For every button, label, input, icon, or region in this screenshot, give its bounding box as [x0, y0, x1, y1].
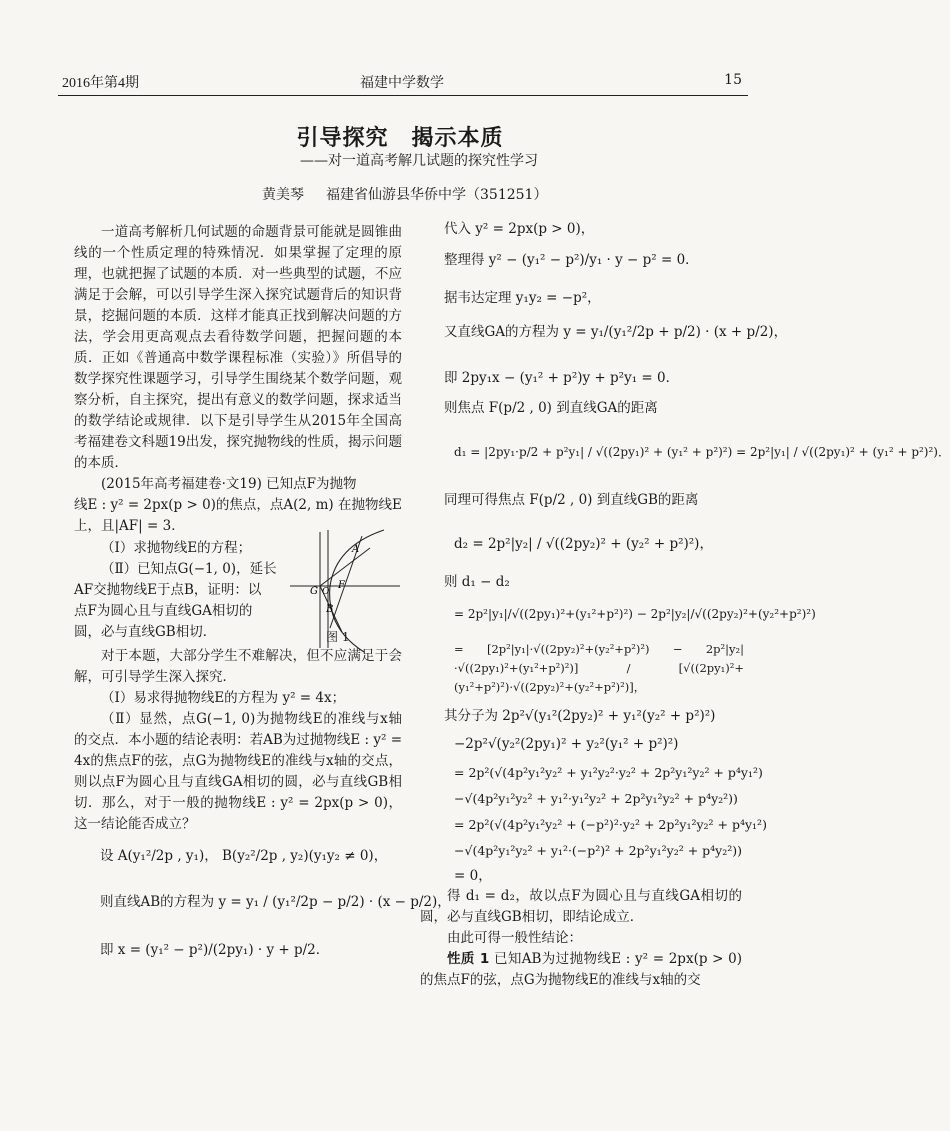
r-vieta: 据韦达定理 y₁y₂ = −p²， — [444, 290, 601, 306]
left-column-discussion — [74, 646, 402, 835]
label-f: F — [338, 580, 345, 591]
answer-1: （Ⅰ）易求得抛物线E的方程为 y² = 4x； — [101, 690, 346, 706]
eq-line-ab: 则直线AB的方程为 y = y₁ / (y₁²/2p − p/2) · (x − p/2)， — [100, 894, 451, 910]
r-d2: d₂ = 2p²|y₂| / √((2py₂)² + (y₂² + p²)²)， — [454, 536, 713, 552]
r-general-intro: 由此可得一般性结论： — [447, 930, 582, 946]
label-o: O — [322, 587, 330, 597]
question-1: （Ⅰ）求抛物线E的方程； — [101, 540, 252, 556]
header-rule — [58, 95, 748, 96]
discussion-paragraph: 对于本题，大部分学生不难解决，但不应满足于会解，可引导学生深入探究． — [74, 648, 402, 685]
left-column-questions — [74, 538, 290, 643]
answer-2: （Ⅱ）显然，点G(−1, 0)为抛物线E的准线与x轴的交点．本小题的结论表明：若AB为过抛物线E : y² = 4x的焦点F的弦，点G为抛物线E的准线与x轴的交点，则以点F为圆心且与直线GA相切的圆，必与直线GB相切．那么，对于一般的抛物线E : y² = 2px(p > 0)，这一结论能否成立？ — [74, 711, 402, 832]
problem-line-1: (2015年高考福建卷·文19) 已知点F为抛物 — [101, 476, 357, 492]
r-substitute: 代入 y² = 2px(p > 0)， — [444, 221, 595, 237]
eq-set-points: 设 A(y₁²/2p , y₁)， B(y₂²/2p , y₂)(y₁y₂ ≠ 0)， — [100, 848, 388, 864]
journal-name: 福建中学数学 — [360, 75, 444, 91]
property-label: 性质 1 — [447, 951, 490, 967]
r-num-4: −√(4p²y₁²y₂² + y₁²·y₁²y₂² + 2p²y₁²y₂² + p⁴y₂²)) — [454, 791, 738, 806]
figure-caption: 图 1 — [326, 630, 350, 644]
left-column-intro — [74, 222, 402, 537]
page-number: 15 — [724, 72, 742, 88]
article-title: 引导探究 揭示本质 — [296, 126, 504, 151]
property-text: 已知AB为过抛物线E : y² = 2px(p > 0)的焦点F的弦，点G为抛物线E的准线与x轴的交 — [420, 951, 743, 988]
r-distance-gb: 同理可得焦点 F(p/2 , 0) 到直线GB的距离 — [444, 492, 699, 508]
label-b: B — [326, 604, 334, 615]
r-combined-fraction — [454, 640, 744, 697]
page-header — [62, 72, 742, 94]
intro-paragraph: 一道高考解析几何试题的命题背景可能就是圆锥曲线的一个性质定理的特殊情况．如果掌握了定理的原理，也就把握了试题的本质．对一些典型的试题，不应满足于会解，可以引导学生深入探究试题背后的知识背景，挖掘问题的本质．这样才能真正找到解决问题的方法，学会用更高观点去看待数学问题，把握问题的本质．正如《普通高中数学课程标准（实验）》所倡导的数学探究性课题学习，引导学生围绕某个数学问题，观察分析，自主探究，提出有意义的数学问题，探求适当的数学结论或规律．以下是引导学生从2015年全国高考福建卷文科题19出发，探究抛物线的性质，揭示问题的本质． — [74, 224, 402, 471]
r-line-ga-general: 即 2py₁x − (y₁² + p²)y + p²y₁ = 0． — [444, 370, 680, 386]
question-2-line-3: 点F为圆心且与直线GA相切的 — [74, 603, 253, 619]
issue-label: 2016年第4期 — [62, 76, 139, 91]
r-num-2: −2p²√(y₂²(2py₁)² + y₂²(y₁² + p²)²) — [454, 736, 679, 752]
r-combined-text: = [2p²|y₁|·√((2py₂)²+(y₂²+p²)²) − 2p²|y₂|·√((2py₁)²+(y₁²+p²)²)] / [√((2py₁)²+(y₁²+p²)²)·√((2py₂)²+(y₂²+p²)²)]， — [454, 642, 744, 694]
right-conclusion — [420, 886, 742, 991]
r-num-6: −√(4p²y₁²y₂² + y₁²·(−p²)² + 2p²y₁²y₂² + p⁴y₂²)) — [454, 843, 743, 858]
r-distance-intro: 则焦点 F(p/2 , 0) 到直线GA的距离 — [444, 400, 658, 416]
author-affiliation: 福建省仙游县华侨中学（351251） — [326, 187, 548, 203]
label-g: G — [310, 586, 318, 597]
article-subtitle: ——对一道高考解几试题的探究性学习 — [300, 153, 538, 169]
r-numerator: 其分子为 2p²√(y₁²(2py₂)² + y₁²(y₂² + p²)²) — [444, 708, 716, 724]
eq-x-form: 即 x = (y₁² − p²)/(2py₁) · y + p/2． — [100, 942, 330, 958]
question-2-line-4: 圆，必与直线GB相切． — [74, 624, 217, 640]
r-line-ga: 又直线GA的方程为 y = y₁/(y₁²/2p + p/2) · (x + p/2)， — [444, 324, 788, 340]
question-2-line-2: AF交抛物线E于点B，证明：以 — [74, 582, 262, 598]
author-name: 黄美琴 — [262, 187, 304, 203]
r-num-5: = 2p²(√(4p²y₁²y₂² + (−p²)²·y₂² + 2p²y₁²y₂² + p⁴y₁²) — [454, 817, 767, 832]
r-d1: d₁ = |2py₁·p/2 + p²y₁| / √((2py₁)² + (y₁² + p²)²) = 2p²|y₁| / √((2py₁)² + (y₁² + p²)²)． — [454, 445, 950, 459]
r-conclusion: 得 d₁ = d₂，故以点F为圆心且与直线GA相切的圆，必与直线GB相切，即结论成立． — [420, 888, 742, 925]
problem-line-3: 上，且|AF| = 3． — [74, 518, 185, 534]
r-property-1 — [420, 949, 742, 991]
r-zero: = 0， — [454, 868, 492, 884]
problem-line-2: 线E : y² = 2px(p > 0)的焦点，点A(2, m) 在抛物线E — [74, 497, 402, 513]
r-simplify: 整理得 y² − (y₁² − p²)/y₁ · y − p² = 0． — [444, 252, 699, 268]
author-line — [262, 184, 547, 204]
label-a: A — [352, 544, 360, 555]
r-num-3: = 2p²(√(4p²y₁²y₂² + y₁²y₂²·y₂² + 2p²y₁²y₂² + p⁴y₁²) — [454, 765, 763, 780]
r-diff-expanded: = 2p²|y₁|/√((2py₁)²+(y₁²+p²)²) − 2p²|y₂|/√((2py₂)²+(y₂²+p²)²) — [454, 607, 816, 621]
r-diff: 则 d₁ − d₂ — [444, 574, 510, 590]
question-2-line-1: （Ⅱ）已知点G(−1, 0)，延长 — [101, 561, 277, 577]
